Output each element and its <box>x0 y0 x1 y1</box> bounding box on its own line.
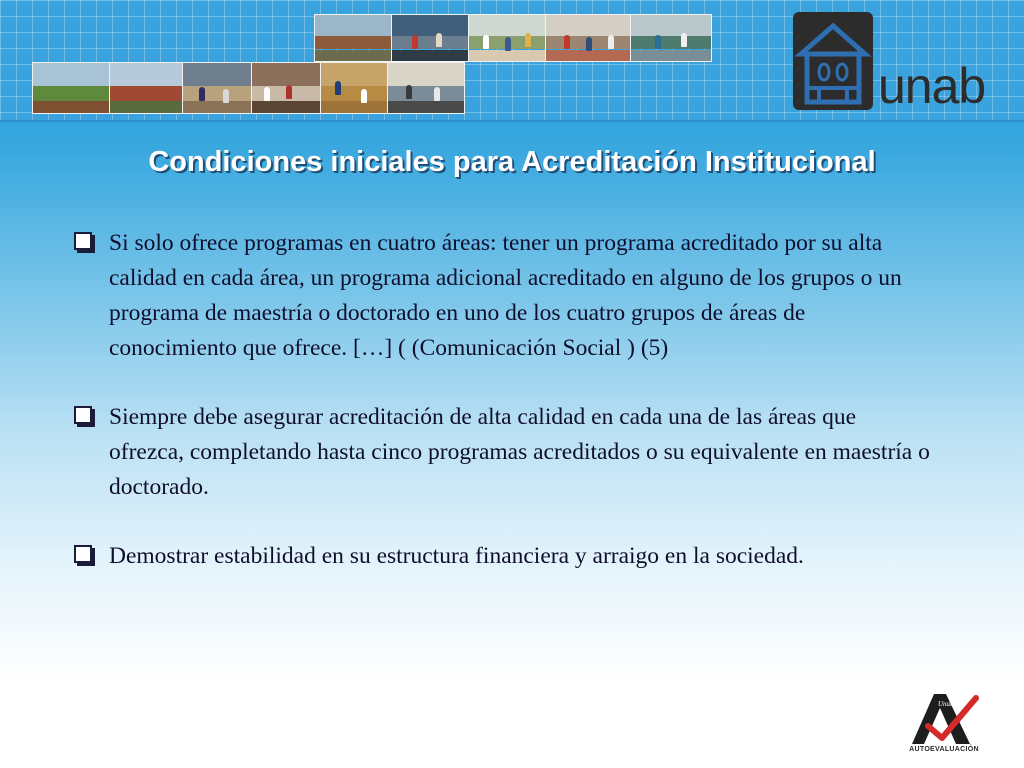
list-item <box>72 400 932 505</box>
building-photo <box>109 62 183 114</box>
unab-logo-text: unab <box>878 58 986 114</box>
lecture-photo <box>545 14 631 62</box>
students-photo <box>468 14 546 62</box>
computer-room-photo <box>387 62 465 114</box>
checkbox-bullet-icon <box>74 232 92 250</box>
unab-logo-icon <box>793 12 873 110</box>
bullet-list <box>72 226 932 574</box>
checkbox-bullet-icon <box>74 545 92 563</box>
header-banner <box>0 0 1024 122</box>
meeting-photo <box>251 62 321 114</box>
page-title: Condiciones iniciales para Acreditación Institucional <box>148 146 876 178</box>
lab-photo <box>630 14 712 62</box>
badge-label: AUTOEVALUACIÓN <box>909 746 979 753</box>
autoevaluacion-a-icon <box>908 690 980 746</box>
campus-photo <box>314 14 392 62</box>
list-item-text: Siempre debe asegurar acreditación de alta calidad en cada una de las áreas que ofrezca, completando hasta cinco programas acreditados o su equivalente en maestría o doctorado. <box>109 404 930 500</box>
checkbox-bullet-icon <box>74 406 92 424</box>
classroom-photo <box>391 14 469 62</box>
autoevaluacion-logo <box>908 690 980 760</box>
badge-mark-text: Unab <box>938 700 954 708</box>
hall-photo <box>182 62 252 114</box>
list-item-text: Demostrar estabilidad en su estructura financiera y arraigo en la sociedad. <box>109 543 804 569</box>
list-item <box>72 539 932 574</box>
sports-photo <box>320 62 388 114</box>
hillside-photo <box>32 62 110 114</box>
list-item-text: Si solo ofrece programas en cuatro áreas: tener un programa acreditado por su alta calidad en cada área, un programa adicional acreditado en alguno de los grupos o un programa de maestría o doctorado en uno de los cuatro grupos de áreas de conocimiento que ofrece. […] ( (Comunicación Social ) (5) <box>109 230 902 361</box>
list-item <box>72 226 932 366</box>
